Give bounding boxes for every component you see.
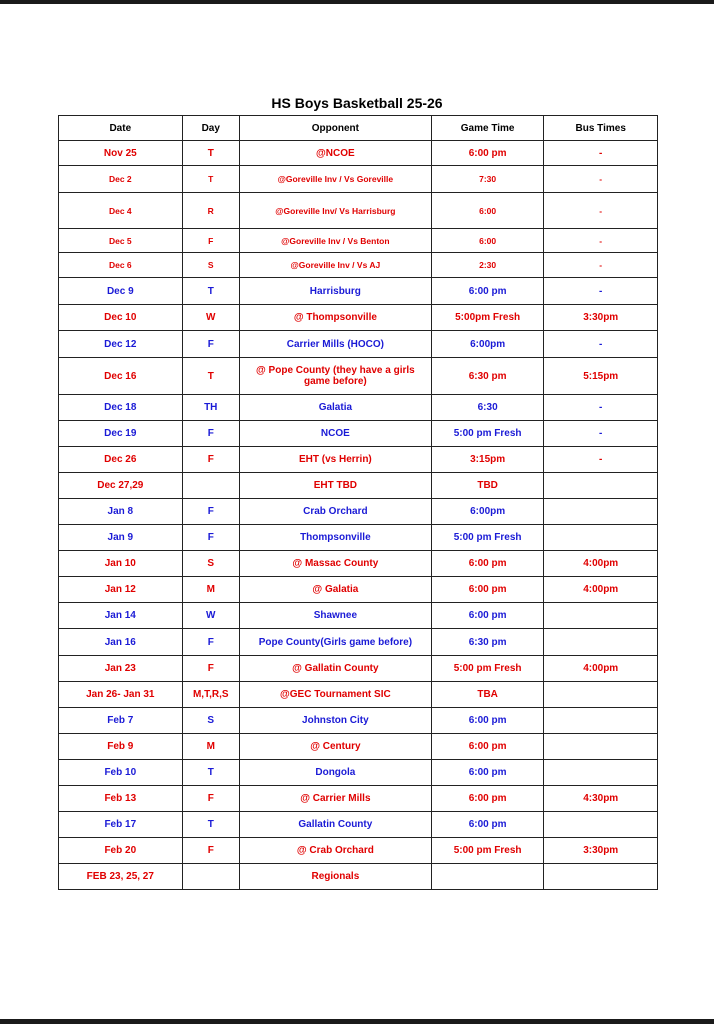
cell-opponent: @ Crab Orchard [239,838,431,864]
cell-day: T [182,812,239,838]
schedule-rows [59,141,658,890]
cell-bus-time [544,499,658,525]
cell-date: Feb 7 [59,708,183,734]
cell-opponent: Gallatin County [239,812,431,838]
cell-bus-time: - [544,141,658,166]
cell-day: R [182,193,239,229]
cell-game-time: 5:00 pm Fresh [431,838,544,864]
cell-bus-time [544,629,658,656]
cell-game-time: TBA [431,682,544,708]
table-row [59,141,658,166]
cell-date: Feb 10 [59,760,183,786]
cell-opponent: @Goreville Inv / Vs Goreville [239,166,431,193]
cell-bus-time: - [544,229,658,253]
cell-game-time: 6:00pm [431,499,544,525]
cell-date: Jan 16 [59,629,183,656]
table-row [59,447,658,473]
cell-day: W [182,305,239,331]
table-row [59,421,658,447]
cell-date: Dec 6 [59,253,183,278]
table-row [59,603,658,629]
cell-bus-time: 4:00pm [544,656,658,682]
cell-bus-time [544,812,658,838]
cell-bus-time [544,473,658,499]
bottom-edge-bar [0,1019,714,1024]
cell-opponent: EHT (vs Herrin) [239,447,431,473]
cell-date: Dec 27,29 [59,473,183,499]
cell-game-time: 6:00 pm [431,551,544,577]
table-row [59,499,658,525]
cell-day [182,864,239,890]
cell-game-time: 5:00 pm Fresh [431,525,544,551]
cell-game-time: 3:15pm [431,447,544,473]
cell-opponent: @ Galatia [239,577,431,603]
cell-opponent: Carrier Mills (HOCO) [239,331,431,358]
cell-date: Feb 9 [59,734,183,760]
cell-bus-time: - [544,331,658,358]
cell-bus-time [544,682,658,708]
cell-game-time: 6:30 pm [431,629,544,656]
cell-opponent: @Goreville Inv/ Vs Harrisburg [239,193,431,229]
cell-date: Jan 10 [59,551,183,577]
cell-date: Dec 9 [59,278,183,305]
cell-game-time: 6:00 pm [431,734,544,760]
cell-date: Jan 8 [59,499,183,525]
cell-opponent: @ Carrier Mills [239,786,431,812]
cell-day: S [182,253,239,278]
cell-day: W [182,603,239,629]
table-row [59,473,658,499]
cell-game-time: TBD [431,473,544,499]
cell-game-time: 6:00 pm [431,812,544,838]
table-row [59,551,658,577]
cell-game-time: 7:30 [431,166,544,193]
cell-game-time: 6:00pm [431,331,544,358]
cell-bus-time [544,708,658,734]
table-row [59,864,658,890]
cell-opponent: @ Gallatin County [239,656,431,682]
cell-game-time: 6:30 pm [431,358,544,395]
cell-game-time: 6:00 [431,193,544,229]
cell-date: Dec 2 [59,166,183,193]
cell-bus-time: - [544,447,658,473]
cell-opponent: @ Century [239,734,431,760]
cell-bus-time [544,864,658,890]
table-header-row [59,116,658,141]
cell-date: Dec 5 [59,229,183,253]
cell-date: Nov 25 [59,141,183,166]
schedule-table [58,115,658,890]
cell-date: Jan 23 [59,656,183,682]
cell-opponent: @GEC Tournament SIC [239,682,431,708]
cell-opponent: Crab Orchard [239,499,431,525]
cell-day: S [182,551,239,577]
cell-bus-time: - [544,421,658,447]
cell-date: Dec 26 [59,447,183,473]
cell-game-time: 6:30 [431,395,544,421]
cell-date: Jan 9 [59,525,183,551]
cell-day: T [182,141,239,166]
cell-day: M,T,R,S [182,682,239,708]
cell-bus-time: 4:00pm [544,577,658,603]
table-row [59,253,658,278]
cell-date: Dec 18 [59,395,183,421]
cell-bus-time: - [544,278,658,305]
table-row [59,760,658,786]
cell-bus-time [544,734,658,760]
table-row [59,708,658,734]
header-date: Date [59,116,183,141]
cell-bus-time: - [544,166,658,193]
cell-date: Feb 20 [59,838,183,864]
cell-day: F [182,786,239,812]
header-game-time: Game Time [431,116,544,141]
cell-opponent: Johnston City [239,708,431,734]
cell-opponent: Thompsonville [239,525,431,551]
table-row [59,656,658,682]
page-title: HS Boys Basketball 25-26 [271,95,443,111]
cell-date: Feb 13 [59,786,183,812]
cell-date: Dec 12 [59,331,183,358]
cell-opponent: Shawnee [239,603,431,629]
table-row [59,577,658,603]
cell-opponent: @ Pope County (they have a girls game before) [239,358,431,395]
cell-day: F [182,229,239,253]
cell-date: Dec 19 [59,421,183,447]
cell-day: F [182,331,239,358]
top-edge-bar [0,0,714,4]
table-row [59,229,658,253]
table-row [59,629,658,656]
cell-day: T [182,278,239,305]
cell-bus-time: 3:30pm [544,838,658,864]
cell-day: M [182,577,239,603]
cell-game-time [431,864,544,890]
cell-date: Jan 26- Jan 31 [59,682,183,708]
cell-opponent: @Goreville Inv / Vs Benton [239,229,431,253]
cell-opponent: Dongola [239,760,431,786]
cell-opponent: Pope County(Girls game before) [239,629,431,656]
table-row [59,278,658,305]
cell-bus-time: - [544,253,658,278]
cell-opponent: @Goreville Inv / Vs AJ [239,253,431,278]
cell-bus-time: - [544,395,658,421]
table-row [59,734,658,760]
cell-date: Jan 14 [59,603,183,629]
cell-game-time: 6:00 pm [431,760,544,786]
cell-bus-time [544,603,658,629]
cell-bus-time: 4:30pm [544,786,658,812]
cell-day: F [182,421,239,447]
cell-date: Jan 12 [59,577,183,603]
cell-bus-time [544,760,658,786]
cell-day: S [182,708,239,734]
table-row [59,812,658,838]
cell-game-time: 6:00 [431,229,544,253]
cell-day: F [182,629,239,656]
cell-date: Dec 10 [59,305,183,331]
cell-opponent: NCOE [239,421,431,447]
header-day: Day [182,116,239,141]
header-bus-times: Bus Times [544,116,658,141]
cell-game-time: 5:00pm Fresh [431,305,544,331]
cell-day: F [182,838,239,864]
cell-day: F [182,525,239,551]
cell-bus-time: 5:15pm [544,358,658,395]
table-row [59,395,658,421]
cell-bus-time [544,525,658,551]
cell-day: T [182,760,239,786]
table-row [59,193,658,229]
cell-opponent: Harrisburg [239,278,431,305]
table-row [59,682,658,708]
cell-day: T [182,166,239,193]
cell-opponent: @ Massac County [239,551,431,577]
table-row [59,305,658,331]
cell-game-time: 6:00 pm [431,577,544,603]
table-row [59,331,658,358]
cell-bus-time: 4:00pm [544,551,658,577]
cell-game-time: 6:00 pm [431,278,544,305]
cell-bus-time: 3:30pm [544,305,658,331]
cell-game-time: 6:00 pm [431,708,544,734]
cell-opponent: Regionals [239,864,431,890]
cell-opponent: EHT TBD [239,473,431,499]
cell-game-time: 2:30 [431,253,544,278]
cell-opponent: @ Thompsonville [239,305,431,331]
cell-game-time: 5:00 pm Fresh [431,656,544,682]
table-row [59,358,658,395]
cell-day: M [182,734,239,760]
cell-day: F [182,656,239,682]
header-opponent: Opponent [239,116,431,141]
table-row [59,786,658,812]
cell-day: F [182,447,239,473]
cell-date: FEB 23, 25, 27 [59,864,183,890]
cell-opponent: @NCOE [239,141,431,166]
cell-bus-time: - [544,193,658,229]
cell-game-time: 6:00 pm [431,603,544,629]
cell-game-time: 5:00 pm Fresh [431,421,544,447]
cell-day: T [182,358,239,395]
table-row [59,525,658,551]
cell-date: Dec 16 [59,358,183,395]
cell-day: TH [182,395,239,421]
cell-game-time: 6:00 pm [431,786,544,812]
cell-game-time: 6:00 pm [431,141,544,166]
cell-date: Feb 17 [59,812,183,838]
cell-opponent: Galatia [239,395,431,421]
table-row [59,838,658,864]
cell-day [182,473,239,499]
table-row [59,166,658,193]
cell-day: F [182,499,239,525]
cell-date: Dec 4 [59,193,183,229]
